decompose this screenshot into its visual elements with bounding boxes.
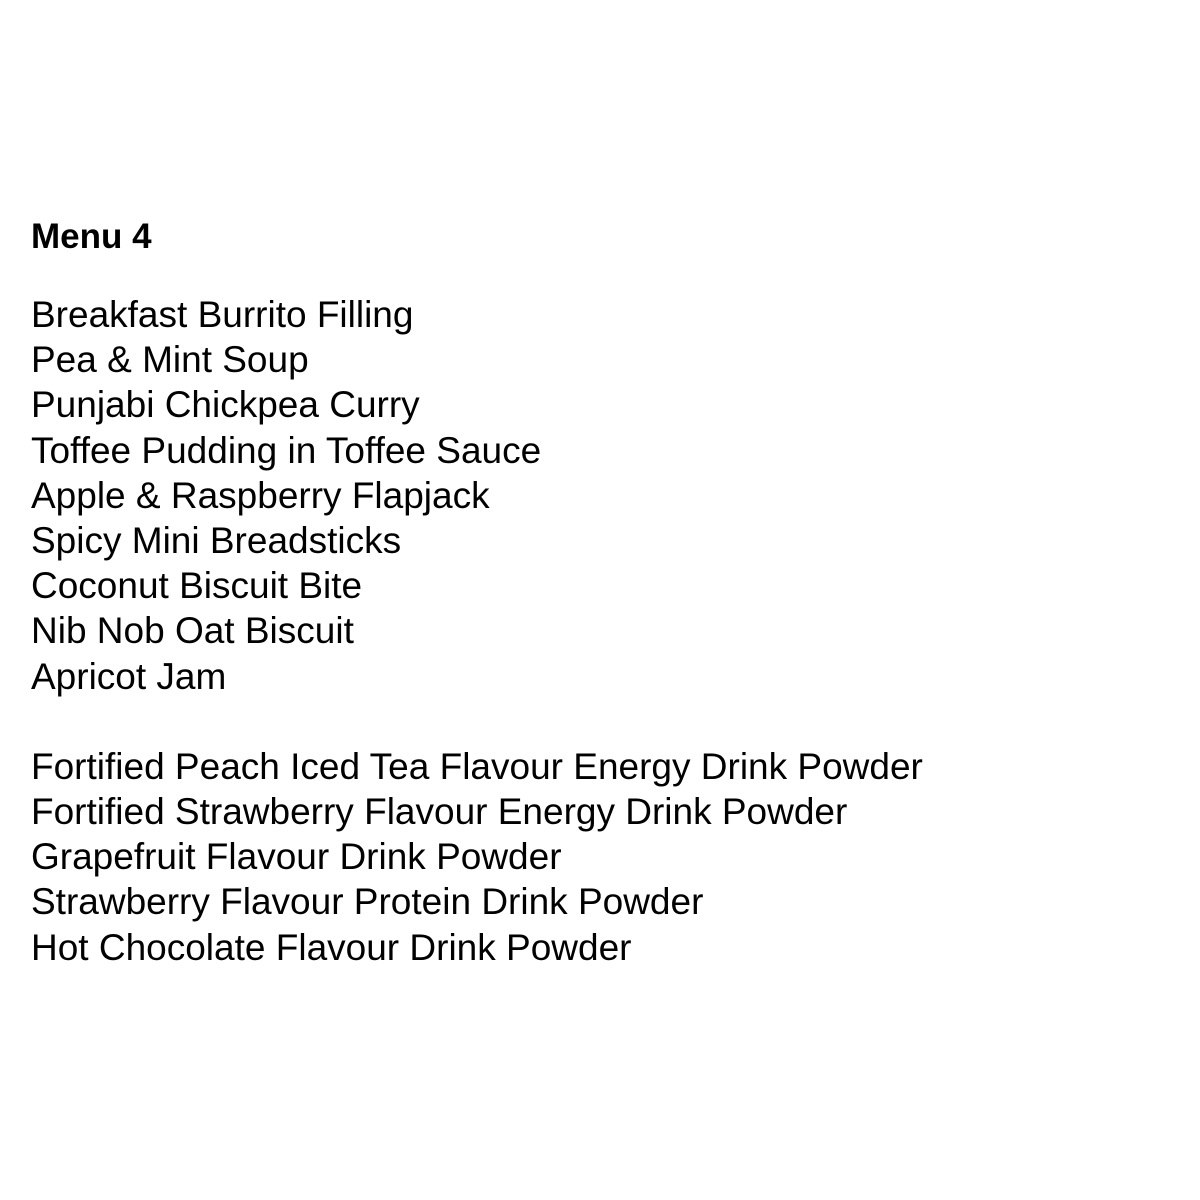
food-item-list bbox=[31, 292, 1160, 699]
list-item: Grapefruit Flavour Drink Powder bbox=[31, 836, 562, 878]
list-item: Nib Nob Oat Biscuit bbox=[31, 610, 354, 652]
section-spacer bbox=[31, 699, 1160, 744]
list-item: Pea & Mint Soup bbox=[31, 339, 309, 381]
menu-title: Menu 4 bbox=[31, 217, 152, 256]
list-item: Fortified Strawberry Flavour Energy Drink Powder bbox=[31, 791, 848, 833]
list-item: Apple & Raspberry Flapjack bbox=[31, 474, 490, 516]
list-item: Apricot Jam bbox=[31, 655, 227, 697]
list-item: Fortified Peach Iced Tea Flavour Energy Drink Powder bbox=[31, 745, 923, 787]
list-item: Strawberry Flavour Protein Drink Powder bbox=[31, 881, 704, 923]
list-item: Punjabi Chickpea Curry bbox=[31, 384, 420, 426]
list-item: Spicy Mini Breadsticks bbox=[31, 520, 402, 562]
menu-document bbox=[31, 214, 1160, 970]
list-item: Hot Chocolate Flavour Drink Powder bbox=[31, 926, 632, 968]
drink-item-list bbox=[31, 744, 1160, 970]
list-item: Breakfast Burrito Filling bbox=[31, 294, 414, 335]
list-item: Toffee Pudding in Toffee Sauce bbox=[31, 429, 542, 471]
list-item: Coconut Biscuit Bite bbox=[31, 565, 363, 607]
